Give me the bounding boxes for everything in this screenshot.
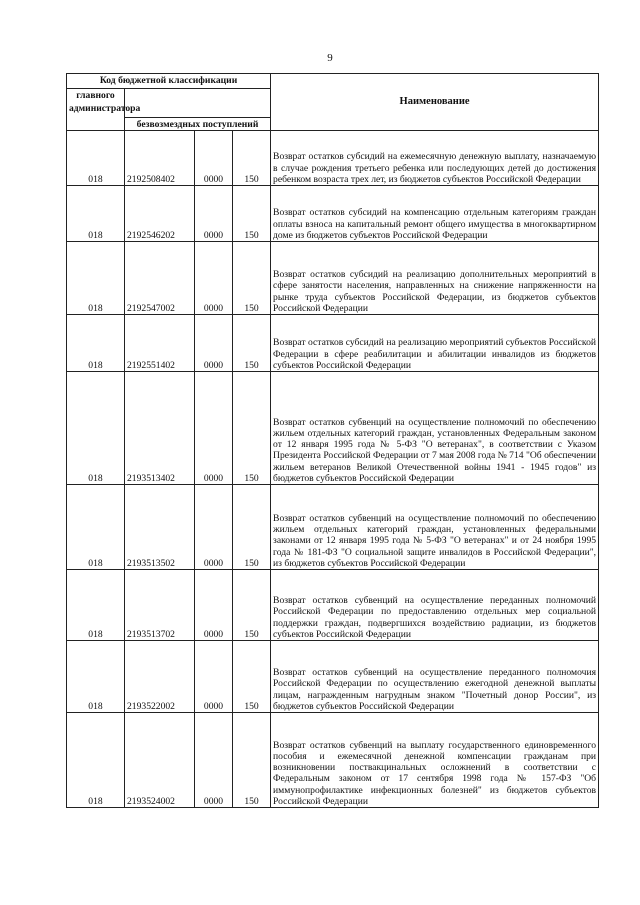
receipt-code: 2192546202: [125, 186, 195, 242]
row-name: Возврат остатков субсидий на ежемесячную денежную выплату, назначаемую в случае рождения третьего ребенка или последующих детей до достижения ребенком возраста трех лет, из бюджетов субъектов Российской Федерации: [271, 131, 599, 186]
row-name: Возврат остатков субвенций на выплату государственного единовременного пособия и ежемесячной денежной компенсации гражданам при возникновении поствакцинальных осложнений в соответствии с Федеральным законом от 17 сентября 1998 года № 157-ФЗ "Об иммунопрофилактике инфекционных болезней" из бюджетов субъектов Российской Федерации: [271, 713, 599, 808]
admin-code: 018: [67, 485, 125, 570]
kind-code: 150: [233, 713, 271, 808]
table-row: [67, 315, 599, 372]
table-row: [67, 570, 599, 641]
subtype-code: 0000: [195, 372, 233, 485]
kind-code: 150: [233, 641, 271, 713]
subtype-code: 0000: [195, 570, 233, 641]
receipt-code: 2193522002: [125, 641, 195, 713]
table-row: [67, 641, 599, 713]
subtype-code: 0000: [195, 131, 233, 186]
budget-classification-table: [66, 73, 599, 808]
kind-code: 150: [233, 315, 271, 372]
subtype-code: 0000: [195, 242, 233, 315]
admin-code: 018: [67, 186, 125, 242]
row-name: Возврат остатков субвенций на осуществление переданного полномочия Российской Федерации по осуществлению ежегодной денежной выплаты лицам, награжденным нагрудным знаком "Почетный донор России", из бюджетов субъектов Российской Федерации: [271, 641, 599, 713]
header-chief-administrator: главного администратора: [67, 89, 125, 131]
admin-code: 018: [67, 315, 125, 372]
table-row: [67, 713, 599, 808]
page-number: 9: [327, 52, 333, 64]
admin-code: 018: [67, 713, 125, 808]
kind-code: 150: [233, 131, 271, 186]
admin-code: 018: [67, 641, 125, 713]
kind-code: 150: [233, 186, 271, 242]
kind-code: 150: [233, 485, 271, 570]
receipt-code: 2192551402: [125, 315, 195, 372]
table-row: [67, 186, 599, 242]
subtype-code: 0000: [195, 485, 233, 570]
row-name: Возврат остатков субвенций на осуществление полномочий по обеспечению жильем отдельных категорий граждан, установленных федеральными законами от 12 января 1995 года № 5-ФЗ "О ветеранах" и от 24 ноября 1995 года № 181-ФЗ "О социальной защите инвалидов в Российской Федерации", из бюджетов субъектов Российской Федерации: [271, 485, 599, 570]
kind-code: 150: [233, 570, 271, 641]
receipt-code: 2193524002: [125, 713, 195, 808]
receipt-code: 2193513702: [125, 570, 195, 641]
subtype-code: 0000: [195, 641, 233, 713]
table-row: [67, 485, 599, 570]
row-name: Возврат остатков субсидий на реализацию мероприятий субъектов Российской Федерации в сфере реабилитации и абилитации инвалидов из бюджетов субъектов Российской Федерации: [271, 315, 599, 372]
admin-code: 018: [67, 131, 125, 186]
admin-code: 018: [67, 372, 125, 485]
admin-code: 018: [67, 570, 125, 641]
subtype-code: 0000: [195, 315, 233, 372]
kind-code: 150: [233, 242, 271, 315]
header-free-receipts: безвозмездных поступлений: [125, 118, 271, 131]
subtype-code: 0000: [195, 713, 233, 808]
receipt-code: 2193513402: [125, 372, 195, 485]
table-row: [67, 131, 599, 186]
header-receipts-spacer: [125, 89, 271, 118]
header-name: Наименование: [271, 74, 599, 131]
receipt-code: 2193513502: [125, 485, 195, 570]
admin-code: 018: [67, 242, 125, 315]
kind-code: 150: [233, 372, 271, 485]
table-row: [67, 242, 599, 315]
row-name: Возврат остатков субсидий на компенсацию отдельным категориям граждан оплаты взноса на капитальный ремонт общего имущества в многоквартирном доме из бюджетов субъектов Российской Федерации: [271, 186, 599, 242]
table-row: [67, 372, 599, 485]
row-name: Возврат остатков субсидий на реализацию дополнительных мероприятий в сфере занятости населения, направленных на снижение напряженности на рынке труда субъектов Российской Федерации, из бюджетов субъектов Российской Федерации: [271, 242, 599, 315]
subtype-code: 0000: [195, 186, 233, 242]
row-name: Возврат остатков субвенций на осуществление переданных полномочий Российской Федерации по предоставлению отдельных мер социальной поддержки граждан, подвергшихся воздействию радиации, из бюджетов субъектов Российской Федерации: [271, 570, 599, 641]
row-name: Возврат остатков субвенций на осуществление полномочий по обеспечению жильем отдельных категорий граждан, установленных Федеральным законом от 12 января 1995 года № 5-ФЗ "О ветеранах", в соответствии с Указом Президента Российской Федерации от 7 мая 2008 года № 714 "Об обеспечении жильем ветеранов Великой Отечественной войны 1941 - 1945 годов" из бюджетов субъектов Российской Федерации: [271, 372, 599, 485]
receipt-code: 2192508402: [125, 131, 195, 186]
receipt-code: 2192547002: [125, 242, 195, 315]
header-budget-classification-code: Код бюджетной классификации: [67, 74, 271, 89]
